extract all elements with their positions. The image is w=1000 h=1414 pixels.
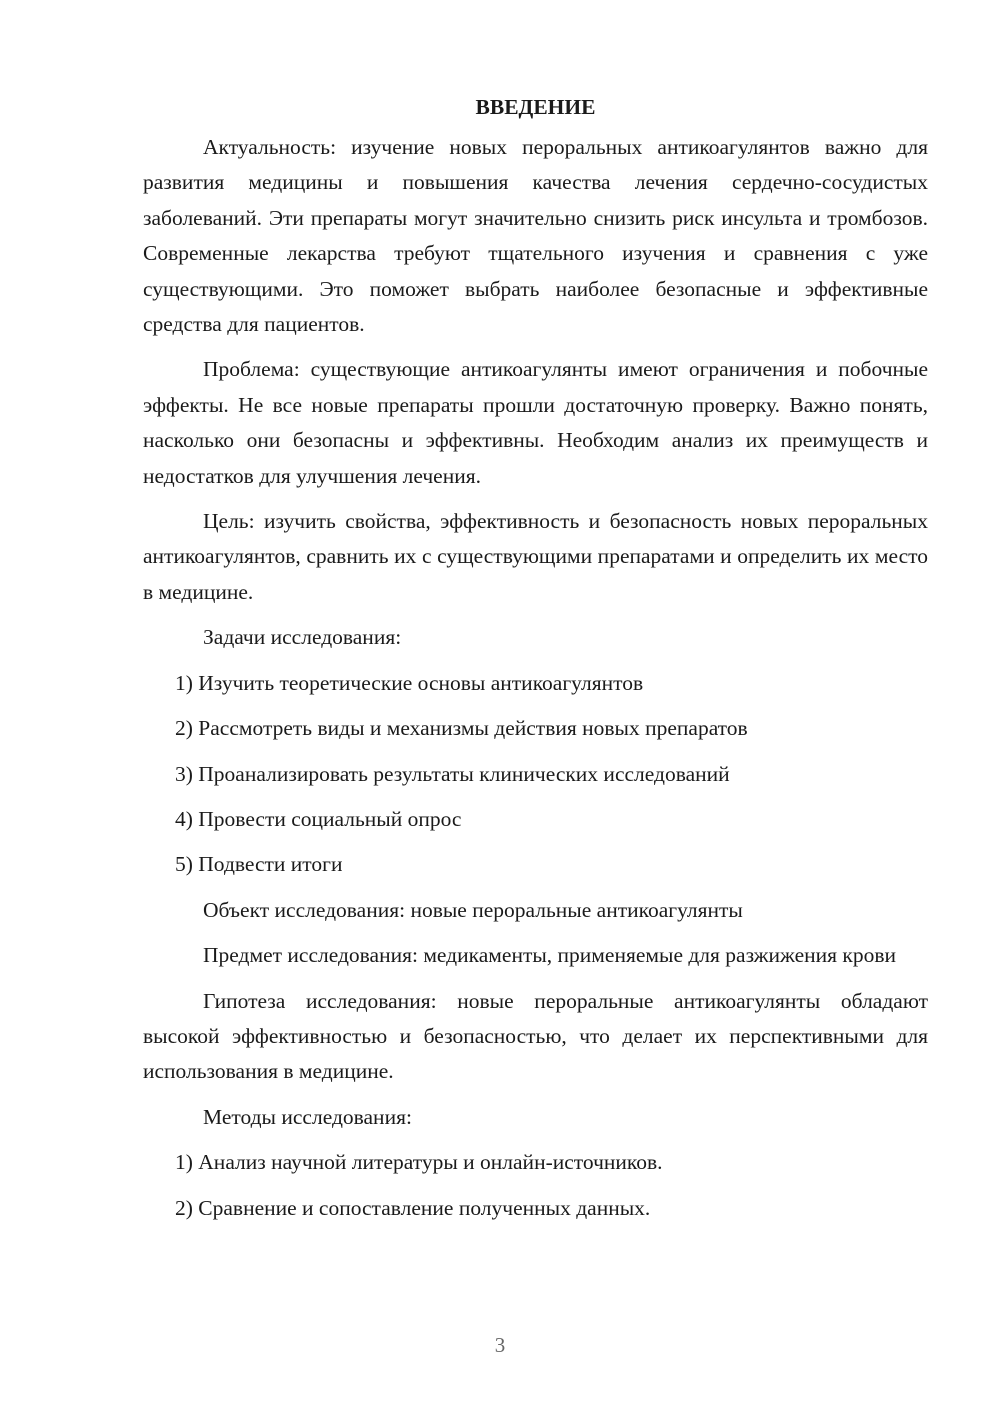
subject-paragraph: Предмет исследования: медикаменты, применяемые для разжижения крови <box>203 943 897 968</box>
object-paragraph: Объект исследования: новые пероральные антикоагулянты <box>203 897 743 922</box>
page-number: 3 <box>494 1333 506 1357</box>
method-item: 2) Сравнение и сопоставление полученных данных. <box>175 1195 651 1220</box>
task-item: 3) Проанализировать результаты клинических исследований <box>175 761 730 786</box>
hypothesis-paragraph: Гипотеза исследования: новые пероральные антикоагулянты обладают высокой эффективностью и безопасностью, что делает их перспективными для использования в медицине. <box>143 988 928 1084</box>
method-item: 1) Анализ научной литературы и онлайн-источников. <box>175 1150 663 1175</box>
page-content <box>143 90 928 1236</box>
task-item: 5) Подвести итоги <box>175 852 343 877</box>
task-item: 1) Изучить теоретические основы антикоагулянтов <box>175 670 644 695</box>
methods-heading: Методы исследования: <box>203 1104 412 1129</box>
tasks-heading: Задачи исследования: <box>203 625 402 650</box>
task-item: 4) Провести социальный опрос <box>175 806 462 831</box>
problem-paragraph: Проблема: существующие антикоагулянты имеют ограничения и побочные эффекты. Не все новые препараты прошли достаточную проверку. Важно понять, насколько они безопасны и эффективны. Необходим анализ их преимуществ и недостатков для улучшения лечения. <box>143 357 928 488</box>
goal-paragraph: Цель: изучить свойства, эффективность и безопасность новых пероральных антикоагулянтов, сравнить их с существующими препаратами и определить их место в медицине. <box>143 509 928 604</box>
relevance-paragraph: Актуальность: изучение новых пероральных антикоагулянтов важно для развития медицины и повышения качества лечения сердечно-сосудистых заболеваний. Эти препараты могут значительно снизить риск инсульта и тромбозов. Современные лекарства требуют тщательного изучения и сравнения с уже существующими. Это поможет выбрать наиболее безопасные и эффективные средства для пациентов. <box>143 135 928 337</box>
section-heading: ВВЕДЕНИЕ <box>475 95 596 119</box>
task-item: 2) Рассмотреть виды и механизмы действия новых препаратов <box>175 716 748 741</box>
